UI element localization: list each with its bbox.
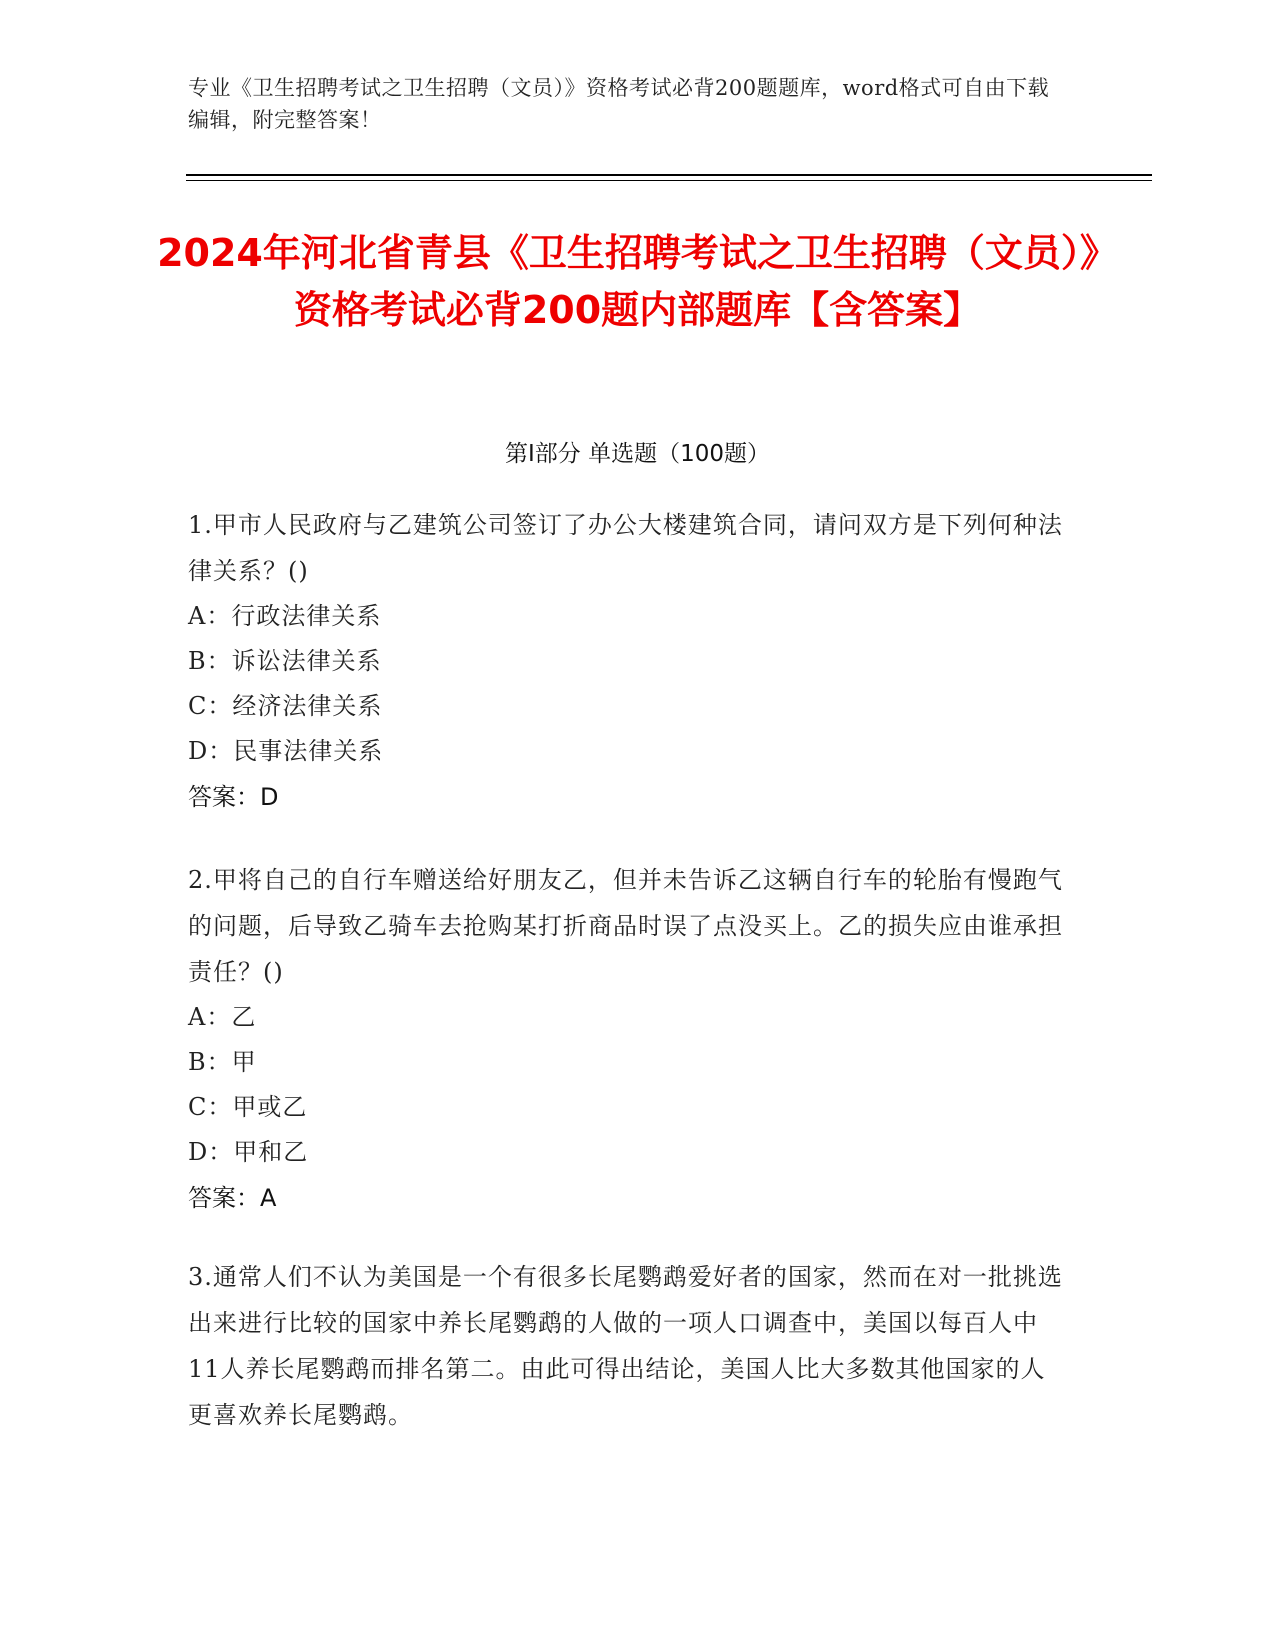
section-title: 第Ⅰ部分 单选题（100题） [505, 441, 770, 467]
header-note: 专业《卫生招聘考试之卫生招聘（文员）》资格考试必背200题题库，word格式可自由下载编辑，附完整答案！ [188, 76, 1050, 132]
question-1 [188, 502, 1068, 820]
document-title: 2024年河北省青县《卫生招聘考试之卫生招聘（文员）》资格考试必背200题内部题库【含答案】 [157, 231, 1118, 332]
option-a: A：乙 [188, 1003, 257, 1031]
option-b: B：甲 [188, 1048, 257, 1076]
option-d: D：民事法律关系 [188, 737, 384, 765]
question-stem: 1.甲市人民政府与乙建筑公司签订了办公大楼建筑合同，请问双方是下列何种法律关系？() [188, 511, 1063, 585]
option-c: C：经济法律关系 [188, 692, 383, 720]
option-b: B：诉讼法律关系 [188, 647, 382, 675]
option-a: A：行政法律关系 [188, 602, 382, 630]
answer-line: 答案：A [188, 1184, 277, 1212]
question-2 [188, 857, 1068, 1221]
question-3 [188, 1254, 1068, 1438]
option-d: D：甲和乙 [188, 1138, 309, 1166]
option-c: C：甲或乙 [188, 1093, 308, 1121]
header-divider-thick [186, 174, 1152, 176]
header-divider-thin [186, 180, 1152, 181]
question-stem: 2.甲将自己的自行车赠送给好朋友乙，但并未告诉乙这辆自行车的轮胎有慢跑气的问题，后导致乙骑车去抢购某打折商品时误了点没买上。乙的损失应由谁承担责任？() [188, 866, 1063, 986]
question-stem: 3.通常人们不认为美国是一个有很多长尾鹦鹉爱好者的国家，然而在对一批挑选出来进行比较的国家中养长尾鹦鹉的人做的一项人口调查中，美国以每百人中11人养长尾鹦鹉而排名第二。由此可得出结论，美国人比大多数其他国家的人更喜欢养长尾鹦鹉。 [188, 1263, 1063, 1429]
answer-line: 答案：D [188, 783, 279, 811]
